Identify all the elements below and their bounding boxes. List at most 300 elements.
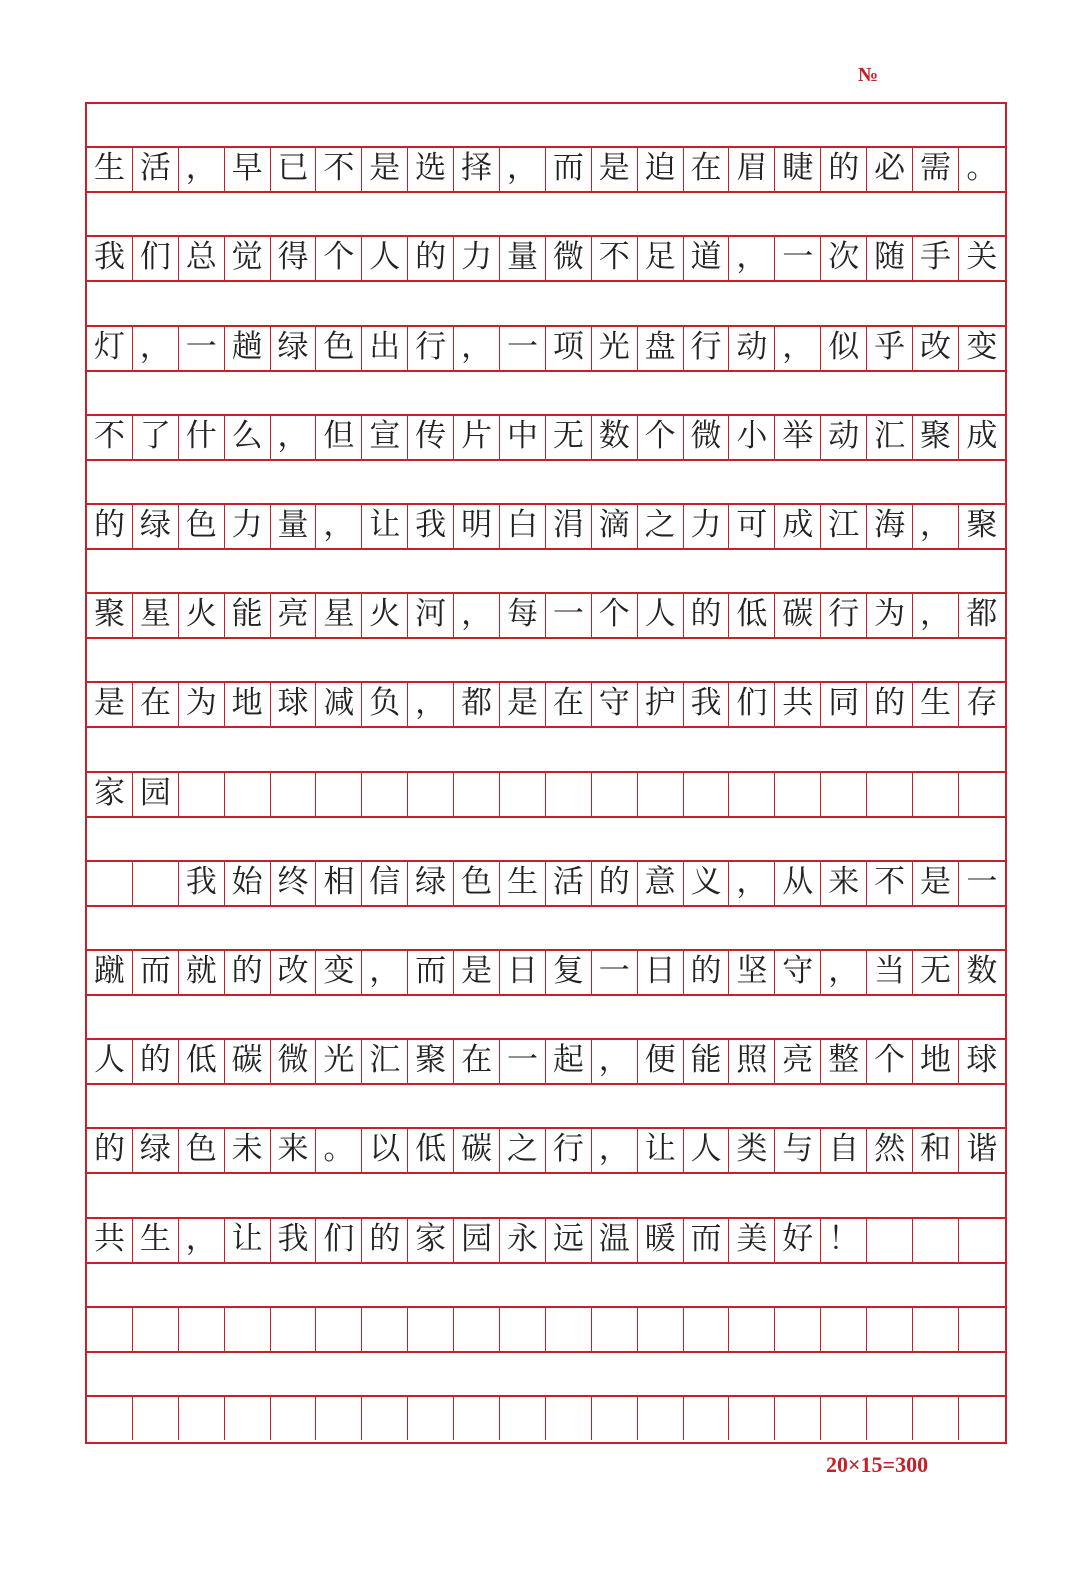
grid-cell: 一 [966, 863, 998, 900]
grid-cell: 。 [966, 150, 998, 187]
grid-cell: 活 [546, 860, 592, 905]
grid-row [87, 1217, 1005, 1262]
grid-cell: 我 [408, 503, 454, 548]
grid-cell [913, 1217, 959, 1262]
grid-cell: 蹴 [87, 949, 133, 994]
grid-cell: 而 [408, 949, 454, 994]
grid-cell: 关 [966, 239, 998, 276]
grid-cell: ， [454, 325, 500, 370]
row-bottom-line [87, 637, 1005, 639]
grid-cell: ， [821, 949, 867, 994]
grid-cell: 江 [821, 503, 867, 548]
grid-cell: 谐 [966, 1131, 998, 1168]
grid-cell [133, 1395, 179, 1440]
grid-cell: 河 [408, 592, 454, 637]
grid-cell [408, 1306, 454, 1351]
grid-cell: 之 [500, 1127, 546, 1172]
grid-cell: 美 [729, 1217, 775, 1262]
grid-cell: 动 [821, 414, 867, 459]
grid-cell: 乎 [867, 325, 913, 370]
grid-cell [913, 771, 959, 816]
grid-cell: 低 [729, 592, 775, 637]
grid-cell: 家 [408, 1217, 454, 1262]
grid-cell: 便 [638, 1038, 684, 1083]
grid-cell: 始 [225, 860, 271, 905]
grid-cell: 绿 [133, 1127, 179, 1172]
grid-cell: 亮 [271, 592, 317, 637]
grid-cell: 的 [87, 503, 133, 548]
grid-cell: ， [913, 592, 959, 637]
grid-cell: 是 [500, 681, 546, 726]
grid-cell: 明 [454, 503, 500, 548]
grid-cell: 色 [454, 860, 500, 905]
grid-cell [684, 771, 730, 816]
grid-cell [913, 1306, 959, 1351]
grid-cell: 必 [867, 146, 913, 191]
grid-cell: 力 [225, 503, 271, 548]
grid-cell: 来 [271, 1127, 317, 1172]
grid-cell: 们 [133, 235, 179, 280]
grid-row [87, 1395, 1005, 1440]
grid-cell: 存 [966, 685, 998, 722]
grid-cell: 光 [592, 325, 638, 370]
grid-cell: 而 [684, 1217, 730, 1262]
grid-cell: 一 [179, 325, 225, 370]
grid-cell: 传 [408, 414, 454, 459]
grid-cell: 涓 [546, 503, 592, 548]
grid-cell: 低 [408, 1127, 454, 1172]
grid-cell [821, 771, 867, 816]
grid-cell: 家 [87, 771, 133, 816]
grid-cell: 动 [729, 325, 775, 370]
grid-cell [959, 1306, 1005, 1351]
grid-cell: 可 [729, 503, 775, 548]
grid-cell: 温 [592, 1217, 638, 1262]
grid-cell: 聚 [87, 592, 133, 637]
grid-cell: 是 [913, 860, 959, 905]
grid-cell: 盘 [638, 325, 684, 370]
grid-row [87, 235, 1005, 280]
grid-row [87, 592, 1005, 637]
grid-cell [729, 771, 775, 816]
grid-cell: 信 [362, 860, 408, 905]
grid-cell: ， [133, 325, 179, 370]
grid-cell: 绿 [408, 860, 454, 905]
grid-cell: 让 [225, 1217, 271, 1262]
grid-cell [225, 1306, 271, 1351]
grid-cell: 力 [684, 503, 730, 548]
grid-cell: 星 [133, 592, 179, 637]
grid-cell: 微 [271, 1038, 317, 1083]
grid-cell: 眉 [729, 146, 775, 191]
grid-cell: 。 [316, 1127, 362, 1172]
grid-cell: 整 [821, 1038, 867, 1083]
grid-cell: 色 [179, 1127, 225, 1172]
grid-cell: 意 [638, 860, 684, 905]
row-bottom-line [87, 1351, 1005, 1353]
grid-cell [821, 1306, 867, 1351]
grid-cell: 生 [913, 681, 959, 726]
grid-cell: 暖 [638, 1217, 684, 1262]
grid-cell: 需 [913, 146, 959, 191]
grid-cell: 与 [775, 1127, 821, 1172]
grid-cell: 汇 [867, 414, 913, 459]
grid-cell: 行 [684, 325, 730, 370]
grid-cell: 绿 [271, 325, 317, 370]
grid-cell: 个 [316, 235, 362, 280]
grid-cell: 已 [271, 146, 317, 191]
grid-cell: 在 [684, 146, 730, 191]
sheet-number-label: № [858, 64, 879, 86]
grid-cell: 球 [966, 1042, 998, 1079]
grid-cell [638, 1306, 684, 1351]
grid-cell: 从 [775, 860, 821, 905]
grid-cell: 的 [362, 1217, 408, 1262]
grid-cell: 相 [316, 860, 362, 905]
grid-cell: ， [592, 1127, 638, 1172]
grid-cell: 好 [775, 1217, 821, 1262]
grid-cell: 不 [87, 414, 133, 459]
grid-cell: 能 [225, 592, 271, 637]
grid-cell [316, 1395, 362, 1440]
grid-cell: 人 [638, 592, 684, 637]
grid-cell: 聚 [966, 507, 998, 543]
grid-cell: 是 [87, 681, 133, 726]
grid-cell [454, 771, 500, 816]
grid-cell: 星 [316, 592, 362, 637]
grid-cell [316, 771, 362, 816]
row-bottom-line [87, 1262, 1005, 1264]
grid-cell [638, 771, 684, 816]
grid-cell: 我 [271, 1217, 317, 1262]
grid-cell: 人 [362, 235, 408, 280]
grid-cell: 义 [684, 860, 730, 905]
grid-cell: 都 [966, 596, 998, 633]
grid-cell: 聚 [408, 1038, 454, 1083]
grid-cell: 足 [638, 235, 684, 280]
row-bottom-line [87, 459, 1005, 461]
grid-cell: 色 [316, 325, 362, 370]
grid-cell: 类 [729, 1127, 775, 1172]
grid-cell: 聚 [913, 414, 959, 459]
grid-cell: 个 [638, 414, 684, 459]
grid-cell: 就 [179, 949, 225, 994]
grid-cell: 减 [316, 681, 362, 726]
grid-cell: 园 [454, 1217, 500, 1262]
grid-cell: 们 [729, 681, 775, 726]
grid-cell: 自 [821, 1127, 867, 1172]
grid-cell: 地 [225, 681, 271, 726]
grid-cell: ， [500, 146, 546, 191]
grid-cell: 得 [271, 235, 317, 280]
grid-cell: 出 [362, 325, 408, 370]
grid-cell: 共 [87, 1217, 133, 1262]
grid-cell: 日 [638, 949, 684, 994]
grid-cell: 次 [821, 235, 867, 280]
grid-cell: ， [362, 949, 408, 994]
grid-cell [821, 1395, 867, 1440]
grid-cell [454, 1306, 500, 1351]
grid-cell: 变 [966, 328, 998, 365]
grid-cell: 不 [316, 146, 362, 191]
grid-cell: 的 [87, 1127, 133, 1172]
grid-cell [362, 1395, 408, 1440]
row-bottom-line [87, 1172, 1005, 1174]
grid-cell: 汇 [362, 1038, 408, 1083]
grid-cell: 来 [821, 860, 867, 905]
grid-cell: 道 [684, 235, 730, 280]
grid-cell: 们 [316, 1217, 362, 1262]
grid-cell [362, 1306, 408, 1351]
grid-cell: 的 [225, 949, 271, 994]
grid-cell [867, 1306, 913, 1351]
grid-row [87, 325, 1005, 370]
grid-cell: ， [913, 503, 959, 548]
grid-cell: 是 [454, 949, 500, 994]
grid-cell [867, 1395, 913, 1440]
grid-cell: 量 [271, 503, 317, 548]
grid-cell: 我 [684, 681, 730, 726]
grid-cell [408, 1395, 454, 1440]
grid-cell: 迫 [638, 146, 684, 191]
grid-row [87, 1306, 1005, 1351]
grid-cell: 负 [362, 681, 408, 726]
grid-cell: 手 [913, 235, 959, 280]
grid-cell: 生 [133, 1217, 179, 1262]
grid-cell: 复 [546, 949, 592, 994]
grid-cell [684, 1306, 730, 1351]
manuscript-grid [85, 102, 1007, 1444]
grid-cell: 的 [867, 681, 913, 726]
row-bottom-line [87, 1083, 1005, 1085]
grid-cell: 行 [546, 1127, 592, 1172]
grid-cell: 为 [867, 592, 913, 637]
grid-cell: 和 [913, 1127, 959, 1172]
grid-cell: 不 [592, 235, 638, 280]
grid-cell: 而 [546, 146, 592, 191]
grid-cell [500, 1395, 546, 1440]
grid-cell [546, 1306, 592, 1351]
grid-cell [867, 771, 913, 816]
grid-cell: 碳 [225, 1038, 271, 1083]
grid-cell: 同 [821, 681, 867, 726]
grid-cell: 一 [775, 235, 821, 280]
grid-cell: 球 [271, 681, 317, 726]
grid-cell: 之 [638, 503, 684, 548]
grid-cell [87, 860, 133, 905]
grid-cell: 人 [684, 1127, 730, 1172]
grid-cell: 行 [821, 592, 867, 637]
grid-cell: 地 [913, 1038, 959, 1083]
grid-cell: 什 [179, 414, 225, 459]
grid-cell: 么 [225, 414, 271, 459]
grid-cell: 随 [867, 235, 913, 280]
grid-cell [316, 1306, 362, 1351]
grid-cell [959, 1217, 1005, 1262]
grid-cell: 永 [500, 1217, 546, 1262]
grid-cell: 让 [362, 503, 408, 548]
grid-cell [500, 771, 546, 816]
grid-cell: 睫 [775, 146, 821, 191]
grid-cell [500, 1306, 546, 1351]
grid-cell: 终 [271, 860, 317, 905]
row-bottom-line [87, 994, 1005, 996]
grid-cell [592, 771, 638, 816]
grid-cell: 成 [775, 503, 821, 548]
grid-cell [775, 771, 821, 816]
grid-cell: 的 [821, 146, 867, 191]
grid-cell: ， [179, 146, 225, 191]
grid-cell: 无 [546, 414, 592, 459]
grid-row [87, 1127, 1005, 1172]
grid-cell [592, 1395, 638, 1440]
grid-cell: 为 [179, 681, 225, 726]
grid-cell: 趟 [225, 325, 271, 370]
grid-cell: 共 [775, 681, 821, 726]
grid-cell: ， [592, 1038, 638, 1083]
grid-cell: 未 [225, 1127, 271, 1172]
row-bottom-line [87, 905, 1005, 907]
grid-cell: 改 [913, 325, 959, 370]
grid-cell: 数 [966, 953, 998, 989]
grid-cell: 举 [775, 414, 821, 459]
grid-cell [729, 1306, 775, 1351]
grid-cell: 觉 [225, 235, 271, 280]
grid-cell: 选 [408, 146, 454, 191]
grid-cell: 变 [316, 949, 362, 994]
grid-cell: 绿 [133, 503, 179, 548]
grid-cell: 碳 [454, 1127, 500, 1172]
grid-cell: ， [454, 592, 500, 637]
grid-cell: 在 [546, 681, 592, 726]
grid-cell: ， [729, 235, 775, 280]
grid-cell [133, 860, 179, 905]
grid-cell: 远 [546, 1217, 592, 1262]
grid-row [87, 146, 1005, 191]
grid-cell [959, 771, 1005, 816]
grid-cell: 我 [87, 235, 133, 280]
grid-cell: 不 [867, 860, 913, 905]
grid-cell [592, 1306, 638, 1351]
grid-cell: 项 [546, 325, 592, 370]
grid-cell [271, 1395, 317, 1440]
grid-cell: 行 [408, 325, 454, 370]
grid-cell: 个 [592, 592, 638, 637]
grid-cell: ， [316, 503, 362, 548]
grid-cell [959, 1395, 1005, 1440]
grid-cell [867, 1217, 913, 1262]
grid-count-label: 20×15=300 [826, 1452, 929, 1477]
grid-cell: ， [408, 681, 454, 726]
grid-cell: 一 [500, 325, 546, 370]
grid-cell: 的 [133, 1038, 179, 1083]
grid-cell: 宣 [362, 414, 408, 459]
grid-cell: 力 [454, 235, 500, 280]
grid-cell: 一 [546, 592, 592, 637]
grid-row [87, 681, 1005, 726]
grid-cell [225, 1395, 271, 1440]
grid-cell: 生 [500, 860, 546, 905]
grid-cell: 碳 [775, 592, 821, 637]
grid-cell: 微 [546, 235, 592, 280]
row-bottom-line [87, 816, 1005, 818]
grid-cell [133, 1306, 179, 1351]
grid-cell: ， [775, 325, 821, 370]
grid-cell: 量 [500, 235, 546, 280]
grid-cell: 都 [454, 681, 500, 726]
grid-cell: 的 [592, 860, 638, 905]
grid-cell: 的 [684, 592, 730, 637]
grid-cell: 小 [729, 414, 775, 459]
grid-row [87, 949, 1005, 994]
grid-cell: ， [729, 860, 775, 905]
grid-cell: 护 [638, 681, 684, 726]
grid-cell: 在 [454, 1038, 500, 1083]
grid-cell: 然 [867, 1127, 913, 1172]
grid-row [87, 503, 1005, 548]
grid-cell [271, 771, 317, 816]
grid-cell: 照 [729, 1038, 775, 1083]
grid-cell: 中 [500, 414, 546, 459]
grid-row [87, 860, 1005, 905]
grid-cell: 以 [362, 1127, 408, 1172]
row-bottom-line [87, 370, 1005, 372]
grid-cell: 是 [592, 146, 638, 191]
grid-cell: 守 [775, 949, 821, 994]
grid-cell: 起 [546, 1038, 592, 1083]
grid-cell: 灯 [87, 325, 133, 370]
grid-cell: 火 [362, 592, 408, 637]
grid-cell [179, 1306, 225, 1351]
grid-cell: 无 [913, 949, 959, 994]
grid-cell: 是 [362, 146, 408, 191]
grid-cell: 择 [454, 146, 500, 191]
grid-cell: 总 [179, 235, 225, 280]
grid-cell: 守 [592, 681, 638, 726]
grid-cell: ， [179, 1217, 225, 1262]
grid-cell [546, 1395, 592, 1440]
grid-cell: 一 [500, 1038, 546, 1083]
grid-cell: 片 [454, 414, 500, 459]
grid-cell: 坚 [729, 949, 775, 994]
grid-cell: 的 [408, 235, 454, 280]
grid-cell: 光 [316, 1038, 362, 1083]
grid-cell: 生 [87, 146, 133, 191]
grid-cell: 了 [133, 414, 179, 459]
row-bottom-line [87, 280, 1005, 282]
grid-cell: 一 [592, 949, 638, 994]
grid-cell [638, 1395, 684, 1440]
grid-cell: 个 [867, 1038, 913, 1083]
grid-cell: 我 [179, 860, 225, 905]
grid-cell: 数 [592, 414, 638, 459]
grid-cell [684, 1395, 730, 1440]
grid-cell: 低 [179, 1038, 225, 1083]
grid-cell: 而 [133, 949, 179, 994]
grid-cell [87, 1306, 133, 1351]
grid-cell [775, 1395, 821, 1440]
grid-cell: 微 [684, 414, 730, 459]
grid-cell [271, 1306, 317, 1351]
grid-cell: 海 [867, 503, 913, 548]
grid-cell [179, 1395, 225, 1440]
grid-cell: ， [271, 414, 317, 459]
grid-cell [87, 1395, 133, 1440]
row-bottom-line [87, 191, 1005, 193]
grid-cell: 但 [316, 414, 362, 459]
grid-cell: 人 [87, 1038, 133, 1083]
grid-cell: 似 [821, 325, 867, 370]
